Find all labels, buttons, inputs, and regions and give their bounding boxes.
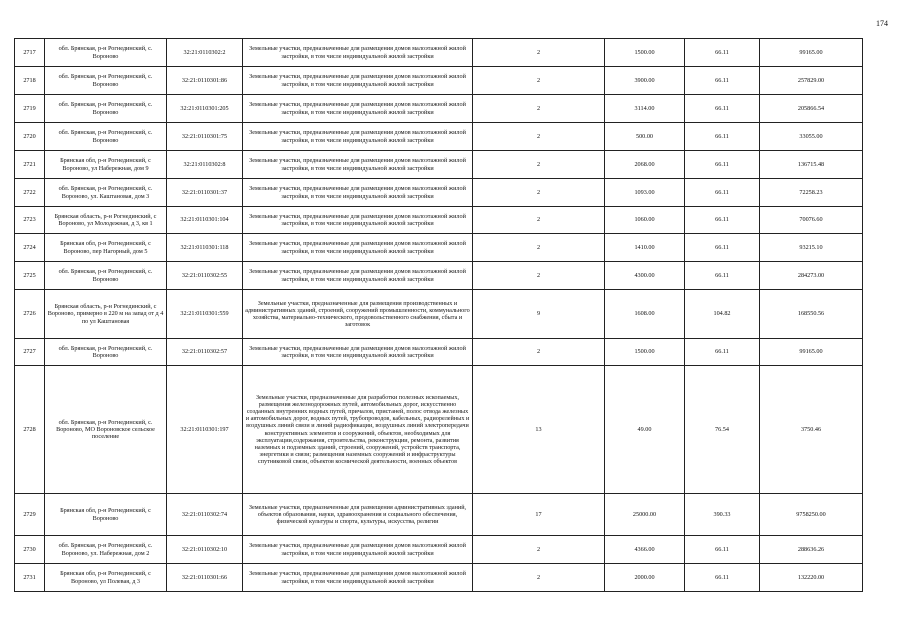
area-cell: 4300.00 (605, 262, 685, 290)
area-cell: 1500.00 (605, 39, 685, 67)
area-cell: 3114.00 (605, 95, 685, 123)
group-cell: 2 (473, 262, 605, 290)
rate-cell: 76.54 (685, 366, 760, 494)
table-row (15, 564, 863, 592)
row-number: 2727 (15, 339, 45, 366)
rate-cell: 66.11 (685, 95, 760, 123)
cadastral-value-cell: 72258.23 (760, 179, 863, 207)
area-cell: 1608.00 (605, 290, 685, 339)
land-use-cell: Земельные участки, предназначенные для размещения производственных и административных зданий, строений, сооружений промышленности, коммунального хозяйства, материально-технического, продовольственного снабжения, сбыта и заготовок (243, 290, 473, 339)
address-cell: обл. Брянская, р-н Рогнединский, с. Вороново (45, 67, 167, 95)
row-number: 2718 (15, 67, 45, 95)
row-number: 2729 (15, 494, 45, 536)
cadastral-value-cell: 205866.54 (760, 95, 863, 123)
cadastral-number-cell: 32:21:0110301:66 (167, 564, 243, 592)
address-cell: обл. Брянская, р-н Рогнединский, с. Вороново, ул. Набережная, дом 2 (45, 536, 167, 564)
cadastral-value-cell: 284273.00 (760, 262, 863, 290)
group-cell: 2 (473, 536, 605, 564)
cadastral-value-cell: 70076.60 (760, 207, 863, 234)
cadastral-number-cell: 32:21:0110302:10 (167, 536, 243, 564)
group-cell: 2 (473, 207, 605, 234)
row-number: 2721 (15, 151, 45, 179)
row-number: 2717 (15, 39, 45, 67)
group-cell: 2 (473, 95, 605, 123)
table-row (15, 67, 863, 95)
land-use-cell: Земельные участки, предназначенные для размещения домов малоэтажной жилой застройки, в том числе индивидуальной жилой застройки (243, 262, 473, 290)
land-use-cell: Земельные участки, предназначенные для размещения домов малоэтажной жилой застройки, в том числе индивидуальной жилой застройки (243, 95, 473, 123)
group-cell: 2 (473, 123, 605, 151)
address-cell: обл. Брянская, р-н Рогнединский, с. Вороново (45, 95, 167, 123)
cadastral-value-cell: 93215.10 (760, 234, 863, 262)
address-cell: обл. Брянская, р-н Рогнединский, с. Вороново, МО Вороновское сельское поселение (45, 366, 167, 494)
row-number: 2724 (15, 234, 45, 262)
cadastral-value-cell: 3750.46 (760, 366, 863, 494)
row-number: 2731 (15, 564, 45, 592)
rate-cell: 66.11 (685, 67, 760, 95)
rate-cell: 66.11 (685, 151, 760, 179)
row-number: 2730 (15, 536, 45, 564)
cadastral-number-cell: 32:21:0110302:74 (167, 494, 243, 536)
table-row (15, 339, 863, 366)
group-cell: 2 (473, 39, 605, 67)
rate-cell: 66.11 (685, 339, 760, 366)
row-number: 2725 (15, 262, 45, 290)
group-cell: 2 (473, 179, 605, 207)
row-number: 2719 (15, 95, 45, 123)
table-row (15, 262, 863, 290)
group-cell: 17 (473, 494, 605, 536)
land-use-cell: Земельные участки, предназначенные для размещения домов малоэтажной жилой застройки, в том числе индивидуальной жилой застройки (243, 564, 473, 592)
address-cell: обл. Брянская, р-н Рогнединский, с. Вороново (45, 123, 167, 151)
table-row (15, 95, 863, 123)
cadastral-value-cell: 257829.00 (760, 67, 863, 95)
land-use-cell: Земельные участки, предназначенные для размещения административных зданий, объектов образования, науки, здравоохранения и социального обеспечения, физической культуры и спорта, культуры, искусства, религии (243, 494, 473, 536)
cadastral-number-cell: 32:21:0110301:75 (167, 123, 243, 151)
cadastral-number-cell: 32:21:0110302:55 (167, 262, 243, 290)
cadastral-value-cell: 9758250.00 (760, 494, 863, 536)
row-number: 2726 (15, 290, 45, 339)
cadastral-number-cell: 32:21:0110301:205 (167, 95, 243, 123)
row-number: 2728 (15, 366, 45, 494)
cadastral-value-cell: 33055.00 (760, 123, 863, 151)
group-cell: 9 (473, 290, 605, 339)
address-cell: Брянская обл, р-н Рогнединский, с Вороново, ул Полевая, д 3 (45, 564, 167, 592)
address-cell: Брянская обл, р-н Рогнединский, с Вороново, пер Нагорный, дом 5 (45, 234, 167, 262)
table-row (15, 207, 863, 234)
table-row (15, 234, 863, 262)
row-number: 2723 (15, 207, 45, 234)
table-row (15, 151, 863, 179)
cadastral-number-cell: 32:21:0110302:2 (167, 39, 243, 67)
rate-cell: 66.11 (685, 234, 760, 262)
rate-cell: 66.11 (685, 536, 760, 564)
area-cell: 1060.00 (605, 207, 685, 234)
group-cell: 13 (473, 366, 605, 494)
table-row (15, 494, 863, 536)
cadastral-number-cell: 32:21:0110301:118 (167, 234, 243, 262)
address-cell: обл. Брянская, р-н Рогнединский, с. Вороново (45, 262, 167, 290)
rate-cell: 104.82 (685, 290, 760, 339)
page-number: 174 (876, 19, 888, 28)
group-cell: 2 (473, 151, 605, 179)
row-number: 2722 (15, 179, 45, 207)
land-use-cell: Земельные участки, предназначенные для размещения домов малоэтажной жилой застройки, в том числе индивидуальной жилой застройки (243, 151, 473, 179)
area-cell: 2000.00 (605, 564, 685, 592)
rate-cell: 66.11 (685, 564, 760, 592)
cadastral-value-cell: 136715.48 (760, 151, 863, 179)
area-cell: 2068.00 (605, 151, 685, 179)
rate-cell: 66.11 (685, 123, 760, 151)
land-use-cell: Земельные участки, предназначенные для размещения домов малоэтажной жилой застройки, в том числе индивидуальной жилой застройки (243, 339, 473, 366)
address-cell: Брянская обл, р-н Рогнединский, с Вороново, ул Набережная, дом 9 (45, 151, 167, 179)
rate-cell: 66.11 (685, 262, 760, 290)
land-use-cell: Земельные участки, предназначенные для размещения домов малоэтажной жилой застройки, в том числе индивидуальной жилой застройки (243, 207, 473, 234)
rate-cell: 66.11 (685, 207, 760, 234)
area-cell: 25000.00 (605, 494, 685, 536)
rate-cell: 390.33 (685, 494, 760, 536)
land-use-cell: Земельные участки, предназначенные для размещения домов малоэтажной жилой застройки, в том числе индивидуальной жилой застройки (243, 536, 473, 564)
cadastral-number-cell: 32:21:0110301:559 (167, 290, 243, 339)
cadastral-number-cell: 32:21:0110301:104 (167, 207, 243, 234)
table-row (15, 536, 863, 564)
area-cell: 1410.00 (605, 234, 685, 262)
group-cell: 2 (473, 234, 605, 262)
area-cell: 49.00 (605, 366, 685, 494)
table-row (15, 366, 863, 494)
table-row (15, 290, 863, 339)
cadastral-value-cell: 288636.26 (760, 536, 863, 564)
row-number: 2720 (15, 123, 45, 151)
cadastral-registry-table (14, 38, 863, 592)
address-cell: Брянская область, р-н Рогнединский, с Вороново, ул Молодежная, д 3, кв 1 (45, 207, 167, 234)
area-cell: 4366.00 (605, 536, 685, 564)
table-row (15, 123, 863, 151)
group-cell: 2 (473, 67, 605, 95)
cadastral-number-cell: 32:21:0110301:197 (167, 366, 243, 494)
cadastral-value-cell: 99165.00 (760, 339, 863, 366)
cadastral-number-cell: 32:21:0110302:57 (167, 339, 243, 366)
group-cell: 2 (473, 564, 605, 592)
area-cell: 1093.00 (605, 179, 685, 207)
land-use-cell: Земельные участки, предназначенные для размещения домов малоэтажной жилой застройки, в том числе индивидуальной жилой застройки (243, 123, 473, 151)
cadastral-value-cell: 132220.00 (760, 564, 863, 592)
address-cell: обл. Брянская, р-н Рогнединский, с. Вороново, ул. Каштановая, дом 3 (45, 179, 167, 207)
rate-cell: 66.11 (685, 179, 760, 207)
address-cell: обл. Брянская, р-н Рогнединский, с. Вороново (45, 39, 167, 67)
table-row (15, 39, 863, 67)
area-cell: 3900.00 (605, 67, 685, 95)
cadastral-number-cell: 32:21:0110302:8 (167, 151, 243, 179)
cadastral-number-cell: 32:21:0110301:37 (167, 179, 243, 207)
cadastral-number-cell: 32:21:0110301:86 (167, 67, 243, 95)
cadastral-value-cell: 168550.56 (760, 290, 863, 339)
land-use-cell: Земельные участки, предназначенные для размещения домов малоэтажной жилой застройки, в том числе индивидуальной жилой застройки (243, 39, 473, 67)
cadastral-value-cell: 99165.00 (760, 39, 863, 67)
rate-cell: 66.11 (685, 39, 760, 67)
table-row (15, 179, 863, 207)
address-cell: Брянская область, р-н Рогнединский, с Вороново, примерно в 220 м на запад от д 4 по ул Каштановая (45, 290, 167, 339)
area-cell: 1500.00 (605, 339, 685, 366)
group-cell: 2 (473, 339, 605, 366)
land-use-cell: Земельные участки, предназначенные для размещения домов малоэтажной жилой застройки, в том числе индивидуальной жилой застройки (243, 234, 473, 262)
address-cell: Брянская обл, р-н Рогнединский, с Вороново (45, 494, 167, 536)
area-cell: 500.00 (605, 123, 685, 151)
land-use-cell: Земельные участки, предназначенные для размещения домов малоэтажной жилой застройки, в том числе индивидуальной жилой застройки (243, 179, 473, 207)
land-use-cell: Земельные участки, предназначенные для разработки полезных ископаемых, размещения железнодорожных путей, автомобильных дорог, искусственно созданных внутренних водных путей, причалов, пристаней, полос отвода железных и автомобильных дорог, водных путей, трубопроводов, кабельных, радиорелейных и воздушных линий связи и линий радиофикации, воздушных линий электропередачи конструктивных элементов и сооружений, объектов, необходимых для эксплуатации,содержания, строительства, реконструкции, ремонта, развития наземных и подземных зданий, строений, сооружений, устройств транспорта, энергетики и связи; размещения наземных сооружений и инфраструктуры спутниковой связи, объектов космической деятельности, военных объектов (243, 366, 473, 494)
land-use-cell: Земельные участки, предназначенные для размещения домов малоэтажной жилой застройки, в том числе индивидуальной жилой застройки (243, 67, 473, 95)
address-cell: обл. Брянская, р-н Рогнединский, с. Вороново (45, 339, 167, 366)
